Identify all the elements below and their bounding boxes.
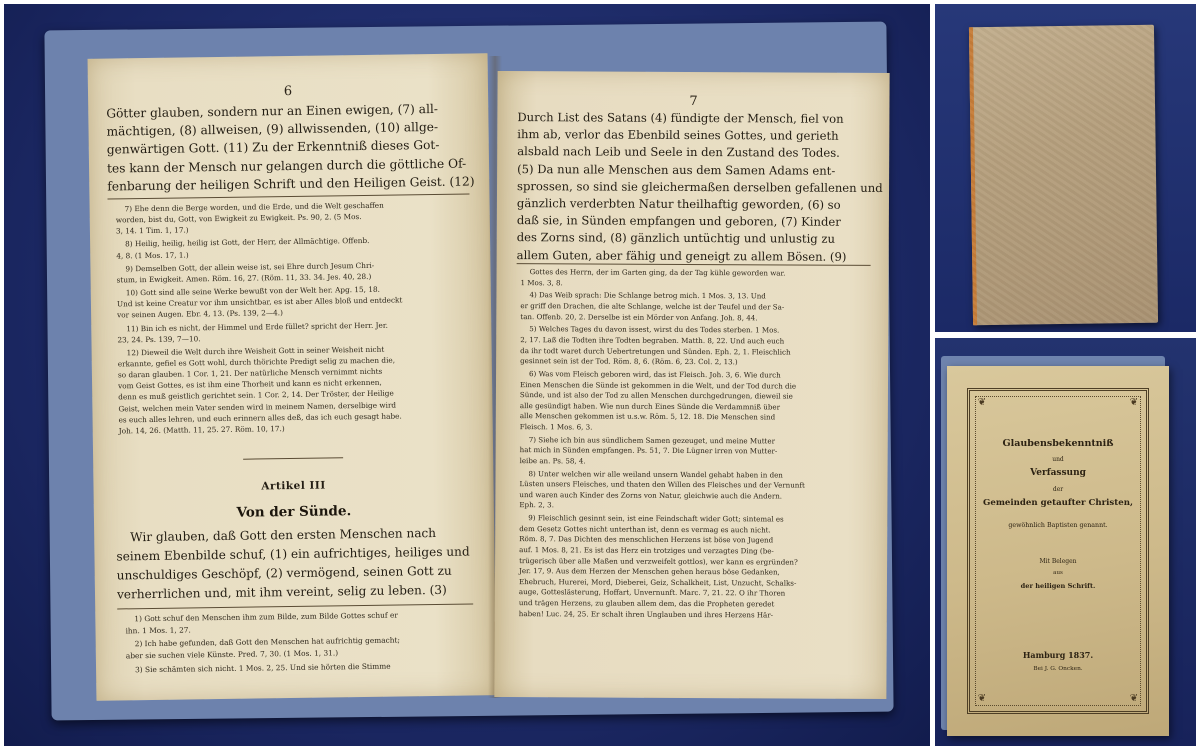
footnote bbox=[116, 259, 402, 285]
footnote-line: 10) Gott sind alle seine Werke bewußt von der Welt her. Apg. 15, 18. bbox=[125, 284, 380, 298]
footnote-line: 8) Unter welchen wir alle weiland unsern Wandel gehabt haben in den bbox=[528, 468, 783, 480]
corner-ornament-icon: ❦ bbox=[977, 397, 987, 408]
text-line: mächtigen, (8) allweisen, (9) allwissenden, (10) allge- bbox=[106, 120, 439, 139]
text-line: fenbarung der heiligen Schrift und den Heiligen Geist. (12) bbox=[107, 174, 475, 194]
footnote bbox=[118, 344, 405, 437]
footnote-line: 12) Dieweil die Welt durch ihre Weisheit Gott in seiner Weisheit nicht bbox=[126, 344, 385, 358]
text-line: daß sie, in Sünden empfangen und geboren, (7) Kinder bbox=[516, 213, 841, 229]
footnote bbox=[520, 369, 806, 434]
footnote-line: ihn. 1 Mos. 1, 27. bbox=[125, 625, 191, 635]
footnote-line: da ihr todt waret durch Uebertretungen und Sünden. Eph. 2, 1. Fleischlich bbox=[520, 345, 791, 357]
cover-belege-schrift: der heiligen Schrift. bbox=[1020, 582, 1096, 590]
cover-edge bbox=[969, 27, 977, 325]
left-footnotes bbox=[116, 199, 405, 438]
cover-title: Glaubensbekenntniß bbox=[1002, 438, 1114, 449]
article-divider bbox=[243, 457, 343, 459]
footnote-line: 4) Das Weib sprach: Die Schlange betrog mich. 1 Mos. 3, 13. Und bbox=[529, 290, 766, 301]
footnote bbox=[521, 267, 806, 290]
footnote-line: haben! Luc. 24, 25. Er schalt ihren Unglauben und ihres Herzens Här- bbox=[518, 608, 774, 619]
cover-place-year: Hamburg 1837. bbox=[1022, 650, 1094, 660]
footnote-line: und trägen Herzens, zu glauben allem dem, das die Propheten geredet bbox=[518, 598, 775, 609]
back-cover bbox=[969, 25, 1158, 326]
footnote-line: erkannte, gefiel es Gott wohl, durch thörichte Predigt selig zu machen die, bbox=[117, 355, 396, 369]
footnote bbox=[126, 660, 400, 675]
cover-printer: Bei J. G. Oncken. bbox=[1033, 666, 1083, 672]
footnote-line: und waren auch Kinder des Zorns von Natur, gleichwie auch die Andern. bbox=[519, 489, 783, 501]
footnote bbox=[520, 435, 806, 468]
left-main-text bbox=[106, 99, 474, 195]
footnote-line: es euch alles lehren, und euch erinnern alles deß, das ich euch gesagt habe. bbox=[118, 411, 402, 425]
footnote-line: so daran glauben. 1 Cor. 1, 21. Der natürliche Mensch vernimmt nichts bbox=[117, 366, 383, 380]
footnote-line: 11) Bin ich es nicht, der Himmel und Erde füllet? spricht der Herr. Jer. bbox=[126, 320, 388, 333]
front-cover bbox=[947, 366, 1169, 736]
cover-belege: Mit Belegen bbox=[1039, 558, 1077, 565]
text-line: sprossen, so sind sie gleichermaßen derselben gefallenen und bbox=[517, 178, 883, 195]
front-cover-photo bbox=[935, 338, 1196, 746]
footnote-line: Lüsten unsers Fleisches, und thaten den Willen des Fleisches und der Vernunft bbox=[519, 479, 805, 490]
footnote-line: 9) Fleischlich gesinnt sein, ist eine Feindschaft wider Gott; sintemal es bbox=[528, 513, 784, 524]
footnote-line: 7) Siehe ich bin aus sündlichem Samen gezeuget, und meine Mutter bbox=[528, 434, 776, 446]
footnote-line: auf. 1 Mos. 8, 21. Es ist das Herz ein trotziges und verzagtes Ding (be- bbox=[519, 545, 774, 556]
footnote-line: 1) Gott schuf den Menschen ihm zum Bilde, zum Bilde Gottes schuf er bbox=[134, 610, 398, 624]
footnote-line: auge, Gotteslästerung, Hoffart, Unvernunft. Marc. 7, 21. 22. O ihr Thoren bbox=[518, 587, 786, 598]
footnote-line: 1 Mos. 3, 8. bbox=[520, 277, 563, 287]
text-line: Durch List des Satans (4) fündigte der Mensch, fiel von bbox=[517, 110, 844, 126]
footnote-line: 6) Was vom Fleisch geboren wird, das ist Fleisch. Joh. 3, 6. Wie durch bbox=[529, 369, 781, 380]
back-cover-photo bbox=[935, 4, 1196, 332]
footnote-line: 5) Welches Tages du davon issest, wirst du des Todes sterben. 1 Mos. bbox=[529, 324, 780, 335]
footnote-line: vom Geist Gottes, es ist ihm eine Thorheit und kann es nicht erkennen, bbox=[118, 378, 382, 391]
footnote bbox=[117, 284, 403, 321]
footnote-line: Sünde, und ist also der Tod zu allen Menschen durchgedrungen, dieweil sie bbox=[519, 390, 793, 401]
corner-ornament-icon: ❦ bbox=[1129, 397, 1139, 408]
text-line: seinem Ebenbilde schuf, (1) ein aufrichtiges, heiliges und bbox=[116, 544, 470, 564]
cover-subtitle: gewöhnlich Baptisten genannt. bbox=[1008, 522, 1108, 529]
footnote-line: Joh. 14, 26. (Matth. 11, 25. 27. Röm. 10, 17.) bbox=[118, 423, 285, 436]
footnote-line: 9) Demselben Gott, der allein weise ist, sei Ehre durch Jesum Chri- bbox=[125, 260, 375, 274]
footnote bbox=[519, 513, 805, 620]
cover-title-verfassung: Verfassung bbox=[1030, 468, 1086, 478]
footnote-line: 3, 14. 1 Tim. 1, 17.) bbox=[115, 225, 189, 236]
footnote-line: er griff den Drachen, die alte Schlange, welche ist der Teufel und der Sa- bbox=[520, 301, 785, 312]
footnote-line: tan. Offenb. 20, 2. Derselbe ist ein Mörder von Anfang. Joh. 8, 44. bbox=[520, 311, 758, 322]
footnote bbox=[519, 469, 805, 513]
footnote-line: Und ist keine Creatur vor ihm unsichtbar, es ist aber Alles bloß und entdeckt bbox=[116, 295, 403, 309]
text-line: tes kann der Mensch nur gelangen durch die göttliche Of- bbox=[106, 156, 467, 176]
footnote-line: alle gesündigt haben. Wie nun durch Eines Sünde die Verdammniß über bbox=[519, 400, 781, 412]
footnote-line: Ehebruch, Hurerei, Mord, Dieberei, Geiz, Schalkheit, List, Unzucht, Schalks- bbox=[518, 576, 797, 588]
footnote-line: gesinnet sein ist der Tod. Röm. 8, 6. (Röm. 6, 23. Col. 2, 13.) bbox=[520, 356, 738, 367]
footnote-line: Eph. 2, 3. bbox=[519, 500, 554, 510]
footnote-line: stum, in Ewigkeit. Amen. Röm. 16, 27. (Röm. 11, 33. 34. Jes. 40, 28.) bbox=[116, 271, 372, 285]
article-footnotes bbox=[125, 610, 400, 678]
footnote bbox=[125, 610, 400, 637]
open-book-photo bbox=[4, 4, 930, 746]
text-line: des Zorns sind, (8) gänzlich untüchtig und unlustig zu bbox=[516, 230, 836, 247]
footnote-line: Einen Menschen die Sünde ist gekommen in die Welt, und der Tod durch die bbox=[519, 379, 797, 391]
article-body-text bbox=[116, 524, 470, 605]
footnote-line: vor seinen Augen. Ebr. 4, 13. (Ps. 139, 2—4.) bbox=[117, 308, 284, 320]
footnote-line: 7) Ehe denn die Berge worden, und die Erde, und die Welt geschaffen bbox=[124, 200, 384, 214]
footnote bbox=[117, 319, 403, 345]
footnote-line: 3) Sie schämten sich nicht. 1 Mos. 2, 25. Und sie hörten die Stimme bbox=[135, 661, 391, 674]
text-line: gänzlich verderbten Natur theilhaftig geworden, (6) so bbox=[516, 196, 841, 212]
footnote-line: denn es muß geistlich gerichtet sein. 1 Cor. 2, 14. Der Tröster, der Heilige bbox=[118, 389, 394, 402]
right-page bbox=[494, 71, 889, 699]
cover-belege-aus: aus bbox=[1053, 570, 1063, 576]
footnote-line: worden, bist du, Gott, von Ewigkeit zu Ewigkeit. Ps. 90, 2. (5 Mos. bbox=[115, 212, 362, 225]
text-line: (5) Da nun alle Menschen aus dem Samen Adams ent- bbox=[517, 161, 836, 178]
text-line: Götter glauben, sondern nur an Einen ewigen, (7) all- bbox=[106, 101, 439, 121]
article-heading: Artikel III bbox=[261, 479, 326, 493]
footnote-line: 2, 17. Laß die Todten ihre Todten begraben. Matth. 8, 22. Und auch euch bbox=[520, 335, 785, 346]
text-line: unschuldiges Geschöpf, (2) vermögend, seinen Gott zu bbox=[116, 563, 452, 583]
corner-ornament-icon: ❦ bbox=[977, 693, 987, 704]
footnote-line: Gottes des Herrn, der im Garten ging, da der Tag kühle geworden war. bbox=[529, 267, 786, 278]
page-number-left: 6 bbox=[283, 83, 293, 100]
footnote bbox=[520, 324, 806, 368]
footnote bbox=[520, 290, 806, 323]
footnote-line: aber sie suchen viele Künste. Pred. 7, 30. (1 Mos. 1, 31.) bbox=[125, 648, 339, 661]
text-line: ihm ab, verlor das Ebenbild seines Gottes, und gerieth bbox=[517, 127, 839, 143]
text-line: Wir glauben, daß Gott den ersten Menschen nach bbox=[130, 526, 437, 545]
left-page bbox=[88, 53, 497, 701]
footnote-line: alle Menschen gekommen ist u.s.w. Röm. 5, 12. 18. Die Menschen sind bbox=[519, 411, 776, 422]
footnote-line: dem Gesetz Gottes nicht unterthan ist, denn es vermag es auch nicht. bbox=[519, 523, 771, 535]
page-number-right: 7 bbox=[689, 93, 698, 110]
corner-ornament-icon: ❦ bbox=[1129, 693, 1139, 704]
footnote-divider bbox=[117, 603, 473, 609]
footnote-line: 4, 8. (1 Mos. 17, 1.) bbox=[116, 249, 189, 261]
text-line: genwärtigen Gott. (11) Zu der Erkenntniß dieses Got- bbox=[106, 138, 440, 157]
footnote-line: leibe an. Ps. 58, 4. bbox=[519, 455, 586, 466]
cover-title-und: und bbox=[1052, 456, 1064, 463]
cover-title-der: der bbox=[1052, 486, 1064, 493]
footnote-line: trügerisch über alle Maßen und verzweifelt gottlos), wer kann es ergründen? bbox=[519, 555, 798, 567]
footnote bbox=[126, 635, 401, 662]
text-line: alsbald nach Leib und Seele in den Zustand des Todes. bbox=[517, 144, 840, 161]
footnote-line: Geist, welchen mein Vater senden wird in meinem Namen, derselbige wird bbox=[118, 400, 397, 413]
cover-title-gemeinden: Gemeinden getaufter Christen, bbox=[983, 498, 1133, 508]
text-line: allem Guten, aber fähig und geneigt zu allem Bösen. (9) bbox=[516, 247, 847, 264]
footnote-line: Röm. 8, 7. Das Dichten des menschlichen Herzens ist böse von Jugend bbox=[519, 534, 774, 545]
footnote-line: 2) Ich habe gefunden, daß Gott den Menschen hat aufrichtig gemacht; bbox=[134, 635, 401, 649]
footnote bbox=[116, 199, 402, 236]
footnote-line: Fleisch. 1 Mos. 6, 3. bbox=[519, 421, 593, 432]
footnote-line: Jer. 17, 9. Aus dem Herzen der Menschen gehen heraus böse Gedanken, bbox=[519, 566, 780, 577]
right-footnotes bbox=[519, 267, 806, 623]
text-line: verherrlichen und, mit ihm vereint, selig zu leben. (3) bbox=[116, 582, 447, 602]
footnote-line: hat mich in Sünden empfangen. Ps. 51, 7. Die Lügner irren von Mutter- bbox=[519, 445, 778, 456]
right-main-text bbox=[517, 109, 883, 266]
footnote bbox=[116, 235, 402, 261]
footnote-line: 8) Heilig, heilig, heilig ist Gott, der Herr, der Allmächtige. Offenb. bbox=[125, 236, 370, 249]
article-title: Von der Sünde. bbox=[236, 503, 352, 521]
footnote-line: 23, 24. Ps. 139, 7—10. bbox=[117, 334, 201, 345]
